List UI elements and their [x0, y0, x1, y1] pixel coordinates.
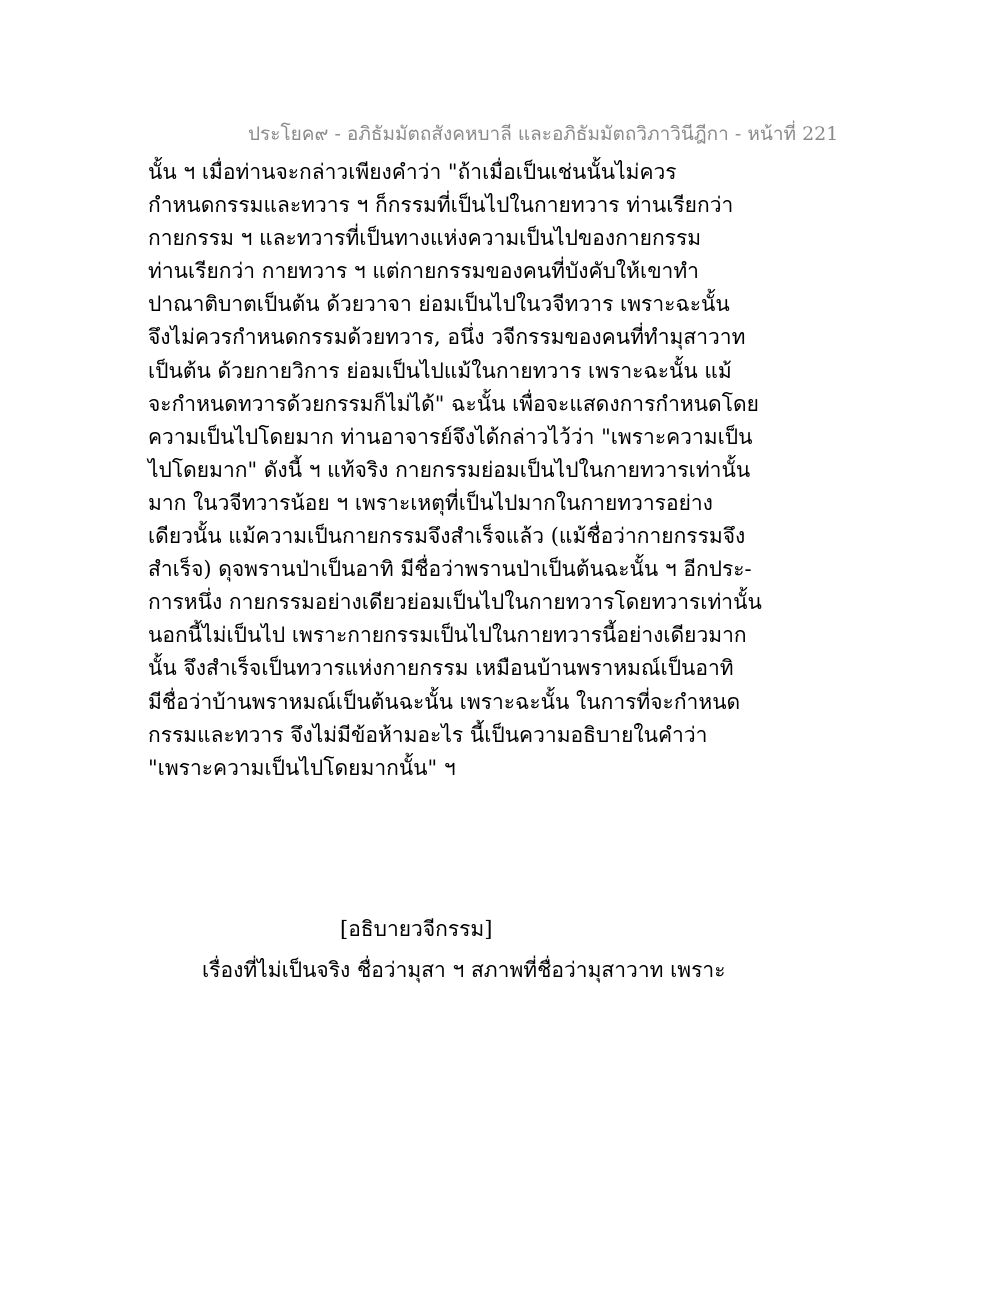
text-line: สำเร็จ) ดุจพรานป่าเป็นอาทิ มีชื่อว่าพรานป่าเป็นต้นฉะนั้น ฯ อีกประ- [148, 557, 752, 582]
text-line: นอกนี้ไม่เป็นไป เพราะกายกรรมเป็นไปในกายทวารนี้อย่างเดียวมาก [148, 623, 747, 648]
text-line: นั้น จึงสำเร็จเป็นทวารแห่งกายกรรม เหมือนบ้านพราหมณ์เป็นอาทิ [148, 656, 734, 681]
section-heading: [อธิบายวจีกรรม] [340, 917, 493, 941]
text-line: นั้น ฯ เมื่อท่านจะกล่าวเพียงคำว่า "ถ้าเมื่อเป็นเช่นนั้นไม่ควร [148, 160, 677, 184]
text-line: ไปโดยมาก" ดังนี้ ฯ แท้จริง กายกรรมย่อมเป็นไปในกายทวารเท่านั้น [148, 457, 751, 482]
text-line: กำหนดกรรมและทวาร ฯ ก็กรรมที่เป็นไปในกายทวาร ท่านเรียกว่า [148, 193, 734, 218]
text-line: จึงไม่ควรกำหนดกรรมด้วยทวาร, อนึ่ง วจีกรรมของคนที่ทำมุสาวาท [148, 325, 746, 350]
text-line: เดียวนั้น แม้ความเป็นกายกรรมจึงสำเร็จแล้ว (แม้ชื่อว่ากายกรรมจึง [148, 524, 746, 549]
text-line: การหนึ่ง กายกรรมอย่างเดียวย่อมเป็นไปในกายทวารโดยทวารเท่านั้น [148, 590, 762, 615]
text-line: มีชื่อว่าบ้านพราหมณ์เป็นต้นฉะนั้น เพราะฉะนั้น ในการที่จะกำหนด [148, 689, 741, 714]
text-line: จะกำหนดทวารด้วยกรรมก็ไม่ได้" ฉะนั้น เพื่อจะแสดงการกำหนดโดย [148, 391, 759, 416]
text-line: ความเป็นไปโดยมาก ท่านอาจารย์จึงได้กล่าวไว้ว่า "เพราะความเป็น [148, 424, 753, 449]
text-line: กายกรรม ฯ และทวารที่เป็นทางแห่งความเป็นไปของกายกรรม [148, 226, 702, 251]
text-line: "เพราะความเป็นไปโดยมากนั้น" ฯ [148, 755, 456, 780]
body-paragraph [148, 156, 762, 785]
text-line: มาก ในวจีทวารน้อย ฯ เพราะเหตุที่เป็นไปมากในกายทวารอย่าง [148, 490, 713, 515]
text-line: ท่านเรียกว่า กายทวาร ฯ แต่กายกรรมของคนที่บังคับให้เขาทำ [148, 259, 699, 284]
text-line: เป็นต้น ด้วยกายวิการ ย่อมเป็นไปแม้ในกายทวาร เพราะฉะนั้น แม้ [148, 358, 732, 383]
running-header: ประโยค๙ - อภิธัมมัตถสังคหบาลี และอภิธัมมัตถวิภาวินีฎีกา - หน้าที่ 221 [248, 123, 839, 145]
paragraph-first-line: เรื่องที่ไม่เป็นจริง ชื่อว่ามุสา ฯ สภาพที่ชื่อว่ามุสาวาท เพราะ [202, 958, 726, 982]
text-line: ปาณาติบาตเป็นต้น ด้วยวาจา ย่อมเป็นไปในวจีทวาร เพราะฉะนั้น [148, 292, 730, 317]
text-line: กรรมและทวาร จึงไม่มีข้อห้ามอะไร นี้เป็นความอธิบายในคำว่า [148, 722, 708, 747]
